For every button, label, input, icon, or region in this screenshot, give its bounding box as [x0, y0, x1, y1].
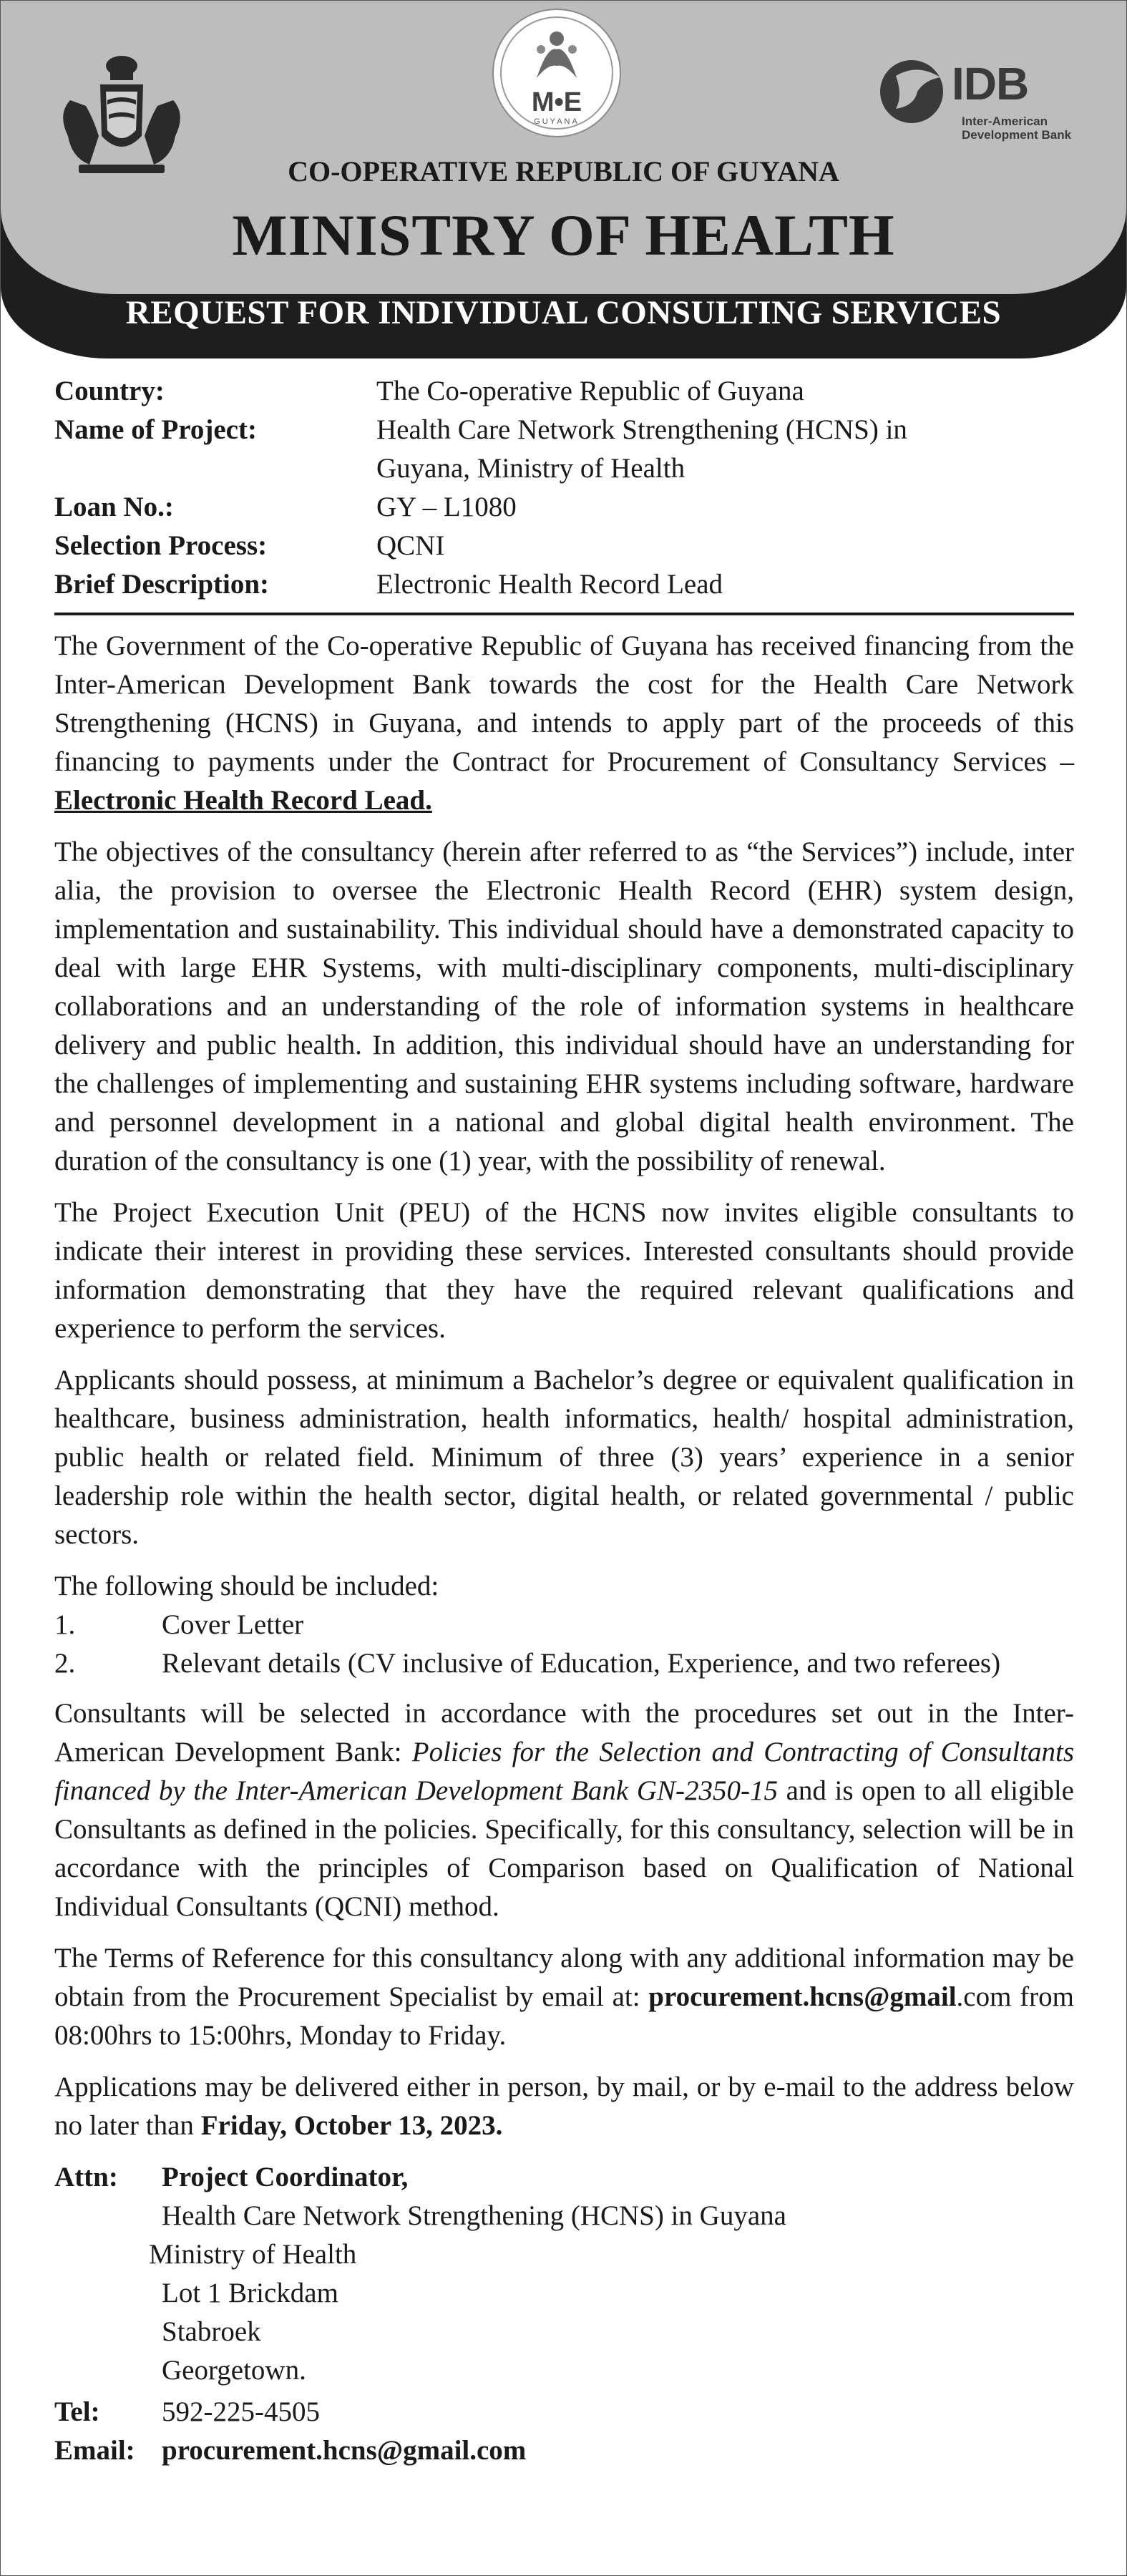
loan-label: Loan No.: [54, 492, 174, 522]
moe-logo-subtext: GUYANA [534, 117, 580, 126]
country-row [54, 372, 1074, 411]
country-value: The Co-operative Republic of Guyana [376, 376, 804, 406]
republic-title: CO-OPERATIVE REPUBLIC OF GUYANA [288, 155, 839, 187]
deadline-date: Friday, October 13, 2023. [200, 2110, 503, 2141]
email-value[interactable]: procurement.hcns@gmail.com [162, 2435, 527, 2466]
attn-label: Attn: [54, 2162, 118, 2192]
project-row [54, 411, 1074, 488]
attn-title: Project Coordinator, [162, 2162, 409, 2192]
paragraph-financing-text: The Government of the Co-operative Republic of Guyana has received financing from the Inter-American Development Bank towards the cost for the Health Care Network Strengthening (HCNS) in Guyana, and intends to apply part of the proceeds of this financing to payments under the Contract for Procurement of Consultancy Services – [54, 630, 1074, 777]
address-line: Ministry of Health [149, 2239, 357, 2270]
ministry-title: MINISTRY OF HEALTH [232, 203, 895, 268]
tel-value: 592-225-4505 [162, 2396, 320, 2427]
brief-row [54, 565, 1074, 604]
loan-row [54, 488, 1074, 527]
address-line: Lot 1 Brickdam [162, 2278, 338, 2308]
brief-label: Brief Description: [54, 569, 270, 600]
request-title: REQUEST FOR INDIVIDUAL CONSULTING SERVICES [125, 294, 1002, 331]
address-line: Georgetown. [162, 2355, 306, 2386]
selection-value: QCNI [376, 530, 445, 561]
email-label: Email: [54, 2435, 135, 2466]
list-item-number: 1. [54, 1609, 76, 1640]
project-value-line-1: Health Care Network Strengthening (HCNS) in [376, 414, 907, 445]
list-item-number: 2. [54, 1648, 76, 1679]
list-item-text: Relevant details (CV inclusive of Education, Experience, and two referees) [162, 1648, 1001, 1679]
paragraph-qualifications: Applicants should possess, at minimum a Bachelor’s degree or equivalent qualification in healthcare, business administration, health informatics, health/ hospital administration, public health or related field. Minimum of three (3) years’ experience in a senior leadership role within the health sector, digital health, or related governmental / public sectors. [54, 1365, 1074, 1550]
idb-sub-line-2: Development Bank [962, 128, 1072, 142]
address-line: Stabroek [162, 2316, 261, 2347]
terms-text-a: The Terms of Reference for this consultancy along with any additional information may be obtain from the Procurement Specialist by email at: [54, 1943, 1074, 2012]
email-row [54, 2431, 1074, 2470]
attn-address [149, 2158, 786, 2390]
paragraph-financing [54, 627, 1074, 820]
moe-logo [492, 9, 621, 137]
policies-title: Policies for the Selection and Contracting of Consultants financed by the Inter-American Development Bank GN-2350-15 [54, 1737, 1075, 1806]
idb-logo-text: IDB [952, 58, 1029, 109]
idb-logo-icon [874, 56, 953, 127]
brief-value: Electronic Health Record Lead [376, 569, 723, 600]
required-documents-list [54, 1606, 1074, 1683]
selection-row [54, 527, 1074, 565]
list-item [54, 1606, 1074, 1644]
paragraph-objectives: The objectives of the consultancy (herein after referred to as “the Services”) include, inter alia, the provision to oversee the Electronic Health Record (EHR) system design, implementation and sustainability. This individual should have a demonstrated capacity to deal with large EHR Systems, with multi-disciplinary components, multi-disciplinary collaborations and an understanding of the role of information systems in healthcare delivery and public health. In addition, this individual should have an understanding for the challenges of implementing and sustaining EHR systems including software, hardware and personnel development in a national and global digital health environment. The duration of the consultancy is one (1) year, with the possibility of renewal. [54, 836, 1074, 1176]
selection-text-b: and is open to all eligible Consultants as defined in the policies. Specifically, for this consultancy, selection will be in accordance with the principles of Comparison based on Qualification of National Individual Consultants (QCNI) method. [54, 1775, 1074, 1922]
list-item-text: Cover Letter [162, 1609, 304, 1640]
selection-label: Selection Process: [54, 530, 268, 561]
idb-logo-subtext [962, 114, 1071, 142]
project-value [376, 411, 1074, 488]
paragraph-deadline [54, 2068, 1074, 2145]
paragraph-selection [54, 1694, 1074, 1926]
country-label: Country: [54, 376, 165, 406]
attn-block [54, 2158, 1074, 2390]
loan-value: GY – L1080 [376, 492, 517, 522]
paragraph-terms [54, 1939, 1074, 2055]
terms-email: procurement.hcns@gmail [648, 1981, 957, 2012]
selection-text-a: Consultants will be selected in accordance with the procedures set out in the Inter-American Development Bank: [54, 1698, 1074, 1767]
tel-row [54, 2393, 1074, 2431]
terms-text-b: .com from 08:00hrs to 15:00hrs, Monday to Friday. [54, 1981, 1074, 2051]
list-intro: The following should be included: [54, 1571, 439, 1601]
tel-label: Tel: [54, 2396, 100, 2427]
idb-sub-line-1: Inter-American [962, 114, 1048, 128]
paragraph-invitation: The Project Execution Unit (PEU) of the HCNS now invites eligible consultants to indicate their interest in providing these services. Interested consultants should provide information demonstrating that they have the required relevant qualifications and experience to perform the services. [54, 1197, 1074, 1344]
list-item [54, 1644, 1074, 1683]
notice-content [54, 372, 1074, 2470]
assignment-title: Electronic Health Record Lead. [54, 785, 432, 816]
project-value-line-2: Guyana, Ministry of Health [376, 453, 686, 484]
project-label: Name of Project: [54, 414, 257, 445]
address-line: Health Care Network Strengthening (HCNS) in Guyana [162, 2200, 786, 2231]
moe-logo-text: M•E [531, 87, 582, 117]
deadline-text: Applications may be delivered either in person, by mail, or by e-mail to the address below no later than [54, 2072, 1074, 2141]
divider [54, 613, 1074, 615]
